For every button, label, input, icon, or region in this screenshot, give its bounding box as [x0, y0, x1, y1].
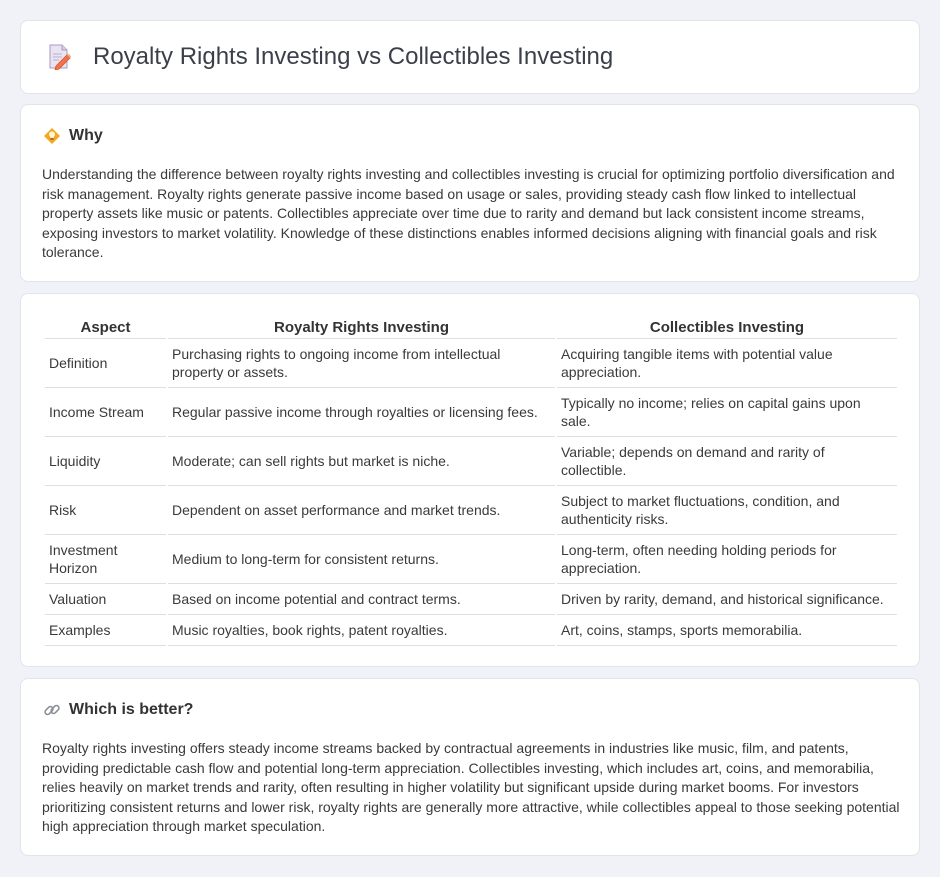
- why-heading-row: [43, 127, 103, 145]
- better-text: Royalty rights investing offers steady income streams backed by contractual agreements in industries like music, film, and patents, providing predictable cash flow and potential long-term appreciation. Collectibles investing, which includes art, coins, and memorabilia, relies heavily on market trends and rarity, often resulting in higher volatility but significant upside during market booms. For investors prioritizing consistent returns and lower risk, royalty rights are generally more attractive, while collectibles appeal to those seeking potential high appreciation through market speculation.: [42, 740, 900, 835]
- row-collectibles: Typically no income; relies on capital gains upon sale.: [557, 388, 897, 437]
- table-row: [45, 584, 897, 615]
- row-royalty: Based on income potential and contract terms.: [168, 584, 555, 615]
- lightbulb-icon: [43, 127, 61, 145]
- row-collectibles: Subject to market fluctuations, condition, and authenticity risks.: [557, 486, 897, 535]
- row-aspect: Risk: [45, 486, 166, 535]
- comparison-table: [43, 316, 899, 646]
- header-royalty: Royalty Rights Investing: [168, 316, 555, 339]
- row-collectibles: Long-term, often needing holding periods for appreciation.: [557, 535, 897, 584]
- row-royalty: Medium to long-term for consistent returns.: [168, 535, 555, 584]
- row-royalty: Dependent on asset performance and market trends.: [168, 486, 555, 535]
- why-heading: Why: [69, 127, 103, 144]
- title-row: [47, 43, 613, 71]
- why-text: Understanding the difference between royalty rights investing and collectibles investing is crucial for optimizing portfolio diversification and risk management. Royalty rights generate passive income based on usage or sales, providing steady cash flow linked to intellectual property assets like music or patents. Collectibles appreciate over time due to rarity and demand but lack consistent income streams, exposing investors to market volatility. Knowledge of these distinctions enables informed decisions aligning with financial goals and risk tolerance.: [42, 166, 895, 261]
- row-collectibles: Acquiring tangible items with potential value appreciation.: [557, 339, 897, 388]
- table-row: [45, 339, 897, 388]
- row-royalty: Music royalties, book rights, patent royalties.: [168, 615, 555, 646]
- table-header-row: [45, 316, 897, 339]
- row-aspect: Income Stream: [45, 388, 166, 437]
- row-aspect: Liquidity: [45, 437, 166, 486]
- header-collectibles: Collectibles Investing: [557, 316, 897, 339]
- row-collectibles: Driven by rarity, demand, and historical significance.: [557, 584, 897, 615]
- title-card: [20, 20, 920, 94]
- header-aspect: Aspect: [45, 316, 166, 339]
- table-row: [45, 615, 897, 646]
- better-section: [20, 678, 920, 856]
- link-icon: [43, 701, 61, 719]
- table-row: [45, 388, 897, 437]
- row-aspect: Examples: [45, 615, 166, 646]
- table-row: [45, 535, 897, 584]
- row-aspect: Investment Horizon: [45, 535, 166, 584]
- row-collectibles: Variable; depends on demand and rarity of collectible.: [557, 437, 897, 486]
- page-title: Royalty Rights Investing vs Collectibles Investing: [93, 43, 614, 70]
- table-row: [45, 486, 897, 535]
- document-pencil-icon: [47, 44, 71, 70]
- table-row: [45, 437, 897, 486]
- row-royalty: Moderate; can sell rights but market is niche.: [168, 437, 555, 486]
- better-heading-row: [43, 701, 193, 719]
- row-collectibles: Art, coins, stamps, sports memorabilia.: [557, 615, 897, 646]
- comparison-section: [20, 293, 920, 667]
- row-aspect: Valuation: [45, 584, 166, 615]
- why-section: [20, 104, 920, 282]
- row-royalty: Purchasing rights to ongoing income from intellectual property or assets.: [168, 339, 555, 388]
- row-aspect: Definition: [45, 339, 166, 388]
- row-royalty: Regular passive income through royalties or licensing fees.: [168, 388, 555, 437]
- better-heading: Which is better?: [69, 701, 194, 718]
